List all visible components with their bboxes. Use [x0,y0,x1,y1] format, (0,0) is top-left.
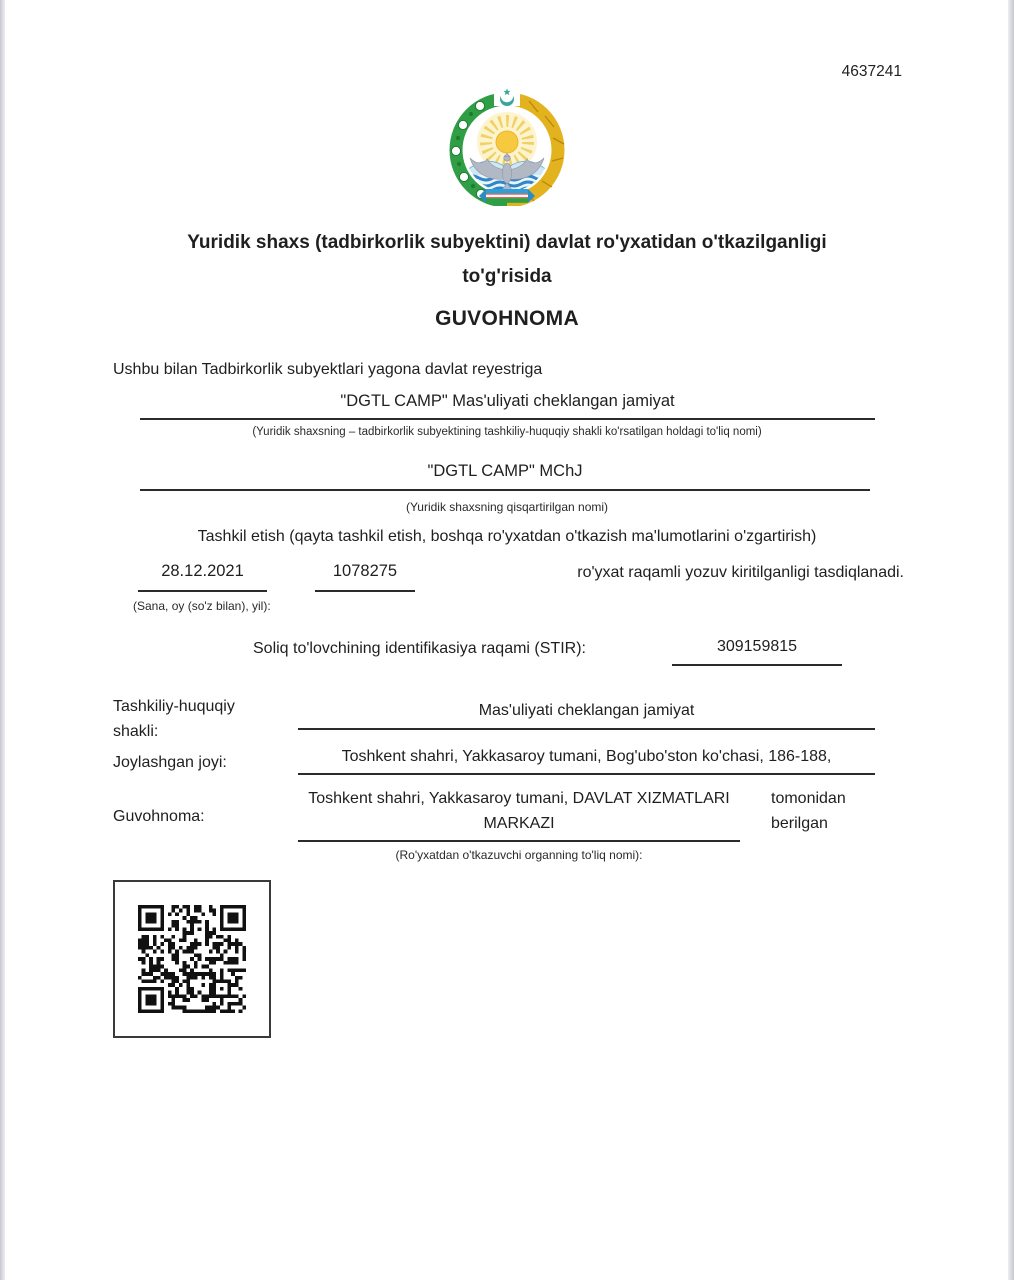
page-edge-right [1008,0,1014,1280]
issuer-value-field [298,786,740,842]
issuer-label: Guvohnoma: [113,808,205,825]
qr-code-frame [113,880,271,1038]
document-title [0,226,1014,331]
registration-action-line: Tashkil etish (qayta tashkil etish, boshqa ro'yxatdan o'tkazish ma'lumotlarini o'zgartirish) [197,528,817,545]
registration-confirm-text: ro'yxat raqamli yozuv kiritilganligi tasdiqlanadi. [577,564,904,581]
company-short-name-field: "DGTL CAMP" MChJ [140,462,870,491]
issuer-suffix-line-2: berilgan [771,815,828,832]
title-line-2: to'g'risida [462,266,552,287]
uzbekistan-state-emblem-icon [437,86,577,206]
intro-text: Ushbu bilan Tadbirkorlik subyektlari yagona davlat reyestriga [113,361,543,378]
issuer-value-line-2: MARKAZI [483,815,555,832]
full-name-caption: (Yuridik shaxsning – tadbirkorlik subyektining tashkiliy-huquqiy shakli ko'rsatilgan holdagi to'liq nomi) [252,426,762,438]
date-caption: (Sana, oy (so'z bilan), yil): [133,599,271,613]
legal-form-label: Tashkiliy-huquqiy shakli: [113,698,235,740]
address-label: Joylashgan joyi: [113,754,227,771]
issuer-suffix-line-1: tomonidan [771,790,846,807]
issuer-value-line-1: Toshkent shahri, Yakkasaroy tumani, DAVLAT XIZMATLARI [308,790,730,807]
address-value-field: Toshkent shahri, Yakkasaroy tumani, Bog'ubo'ston ko'chasi, 186-188, [298,748,875,775]
short-name-caption: (Yuridik shaxsning qisqartirilgan nomi) [405,500,609,514]
stir-value-field: 309159815 [672,638,842,666]
title-line-1: Yuridik shaxs (tadbirkorlik subyektini) davlat ro'yxatidan o'tkazilganligi [187,232,827,253]
legal-form-value-field: Mas'uliyati cheklangan jamiyat [298,702,875,730]
issuer-caption: (Ro'yxatdan o'tkazuvchi organning to'liq nomi): [395,848,643,862]
page-edge-left [0,0,5,1280]
qr-code-icon [138,905,246,1013]
issuer-suffix [771,786,846,836]
registration-date-field: 28.12.2021 [138,562,267,592]
stir-label: Soliq to'lovchining identifikasiya raqami (STIR): [253,640,586,657]
company-full-name-field: "DGTL CAMP" Mas'uliyati cheklangan jamiyat [140,392,875,420]
document-number: 4637241 [841,63,902,80]
registration-number-field: 1078275 [315,562,415,592]
document-heading: GUVOHNOMA [435,307,579,330]
